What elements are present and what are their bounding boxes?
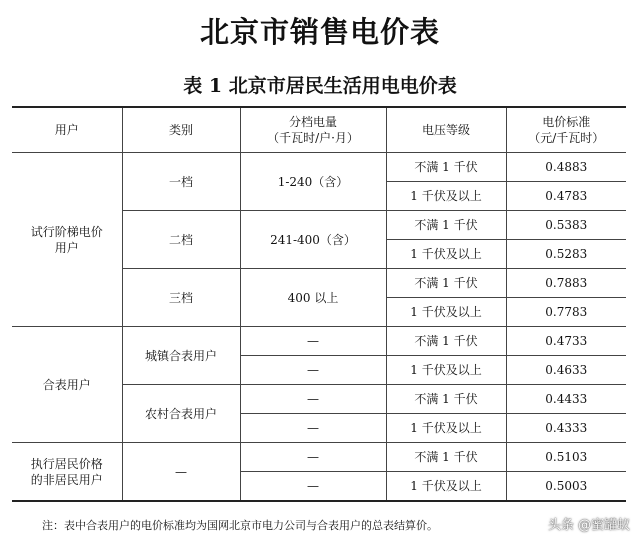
range-dash: —: [240, 356, 386, 385]
group-tiered-users: [12, 153, 122, 327]
voltage-cell: 1 千伏及以上: [386, 182, 506, 211]
table-row: [12, 443, 626, 472]
voltage-cell: 不满 1 千伏: [386, 327, 506, 356]
group-tiered-line2: 用户: [54, 240, 79, 255]
header-price-line1: 电价标准: [542, 115, 591, 129]
price-cell: 0.4883: [506, 153, 626, 182]
source-watermark: 头条 @蜜罐蚁: [547, 518, 630, 533]
price-cell: 0.4633: [506, 356, 626, 385]
table-row: [12, 153, 626, 182]
table-header-row: [12, 107, 626, 153]
header-price-line2: （元/千瓦时）: [528, 131, 605, 145]
category-tier1: 一档: [122, 153, 240, 211]
price-cell: 0.5383: [506, 211, 626, 240]
group-nonresident-line1: 执行居民价格: [30, 456, 103, 471]
voltage-cell: 1 千伏及以上: [386, 356, 506, 385]
group-tiered-line1: 试行阶梯电价: [30, 224, 103, 239]
category-rural: 农村合表用户: [122, 385, 240, 443]
range-tier3: 400 以上: [240, 269, 386, 327]
range-dash: —: [240, 472, 386, 502]
range-tier2: 241-400（含）: [240, 211, 386, 269]
voltage-cell: 不满 1 千伏: [386, 385, 506, 414]
header-tier-quantity: [240, 107, 386, 153]
range-tier1: 1-240（含）: [240, 153, 386, 211]
category-urban: 城镇合表用户: [122, 327, 240, 385]
voltage-cell: 1 千伏及以上: [386, 240, 506, 269]
voltage-cell: 1 千伏及以上: [386, 298, 506, 327]
range-dash: —: [240, 327, 386, 356]
price-cell: 0.5103: [506, 443, 626, 472]
header-voltage: 电压等级: [386, 107, 506, 153]
price-cell: 0.7883: [506, 269, 626, 298]
table-title: 表 1 北京市居民生活用电电价表: [183, 75, 457, 97]
table-footnote: 注：表中合表用户的电价标准均为国网北京市电力公司与合表用户的总表结算价。: [42, 519, 438, 532]
header-category: 类别: [122, 107, 240, 153]
table-row: [12, 327, 626, 356]
header-tier-quantity-line2: （千瓦时/户·月）: [267, 131, 359, 145]
price-cell: 0.4433: [506, 385, 626, 414]
range-dash: —: [240, 414, 386, 443]
group-nonresident-line2: 的非居民用户: [30, 472, 103, 487]
price-cell: 0.5283: [506, 240, 626, 269]
voltage-cell: 不满 1 千伏: [386, 211, 506, 240]
group-nonresident-users: [12, 443, 122, 502]
header-tier-quantity-line1: 分档电量: [288, 115, 337, 129]
category-tier2: 二档: [122, 211, 240, 269]
header-user: 用户: [12, 107, 122, 153]
header-price: [506, 107, 626, 153]
category-tier3: 三档: [122, 269, 240, 327]
voltage-cell: 1 千伏及以上: [386, 472, 506, 502]
group-combined-users: 合表用户: [12, 327, 122, 443]
voltage-cell: 不满 1 千伏: [386, 269, 506, 298]
price-cell: 0.4733: [506, 327, 626, 356]
category-dash: —: [122, 443, 240, 502]
range-dash: —: [240, 385, 386, 414]
price-cell: 0.4333: [506, 414, 626, 443]
voltage-cell: 1 千伏及以上: [386, 414, 506, 443]
range-dash: —: [240, 443, 386, 472]
price-cell: 0.7783: [506, 298, 626, 327]
price-cell: 0.4783: [506, 182, 626, 211]
voltage-cell: 不满 1 千伏: [386, 443, 506, 472]
page-title: 北京市销售电价表: [199, 15, 440, 49]
price-cell: 0.5003: [506, 472, 626, 502]
voltage-cell: 不满 1 千伏: [386, 153, 506, 182]
electricity-price-table: [12, 106, 626, 502]
